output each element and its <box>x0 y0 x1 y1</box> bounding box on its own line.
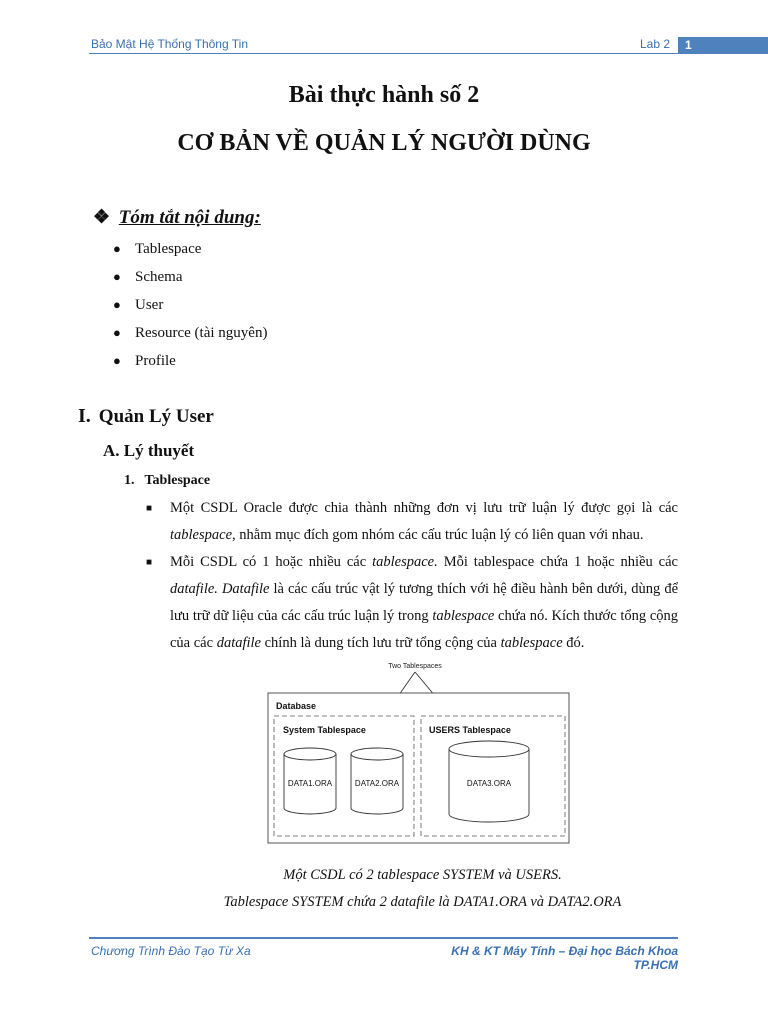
text-run: chính là dung tích lưu trữ tổng cộng của <box>261 635 501 651</box>
summary-heading-text: Tóm tắt nội dung: <box>118 207 261 228</box>
text-run: là các cấu trúc vật lý tương thích với hệ điều hành bên dưới, dùng để lưu trữ dữ liệu của các cấu trúc luận lý trong <box>170 581 679 624</box>
paragraph-2 <box>146 549 678 657</box>
bullet-icon: ● <box>113 325 121 340</box>
header-document-title: Bảo Mật Hệ Thống Thông Tin <box>91 37 248 51</box>
datafile-label: DATA2.ORA <box>354 779 400 788</box>
footer-divider <box>89 937 678 939</box>
item-number: 1. <box>124 473 135 488</box>
summary-heading <box>93 206 261 229</box>
paragraph-body <box>170 495 678 549</box>
emphasis-run: tablespace <box>170 527 233 543</box>
page-subtitle: CƠ BẢN VỀ QUẢN LÝ NGƯỜI DÙNG <box>177 130 591 156</box>
paragraph-1 <box>146 495 678 549</box>
paragraph-body <box>170 549 678 657</box>
section-number: I. <box>78 405 91 427</box>
emphasis-run: tablespace <box>432 608 495 624</box>
datafile-label: DATA1.ORA <box>287 779 333 788</box>
footer-program: Chương Trình Đào Tạo Từ Xa <box>91 944 251 958</box>
page-number-badge: 1 <box>678 37 768 54</box>
diamond-bullet-icon: ❖ <box>93 207 111 228</box>
header-lab-label: Lab 2 <box>640 37 671 51</box>
datafile-cylinder <box>449 741 529 822</box>
database-label: Database <box>276 701 317 711</box>
text-run: chứa nó. Kích thước tổng cộng của các <box>170 608 678 651</box>
datafile-cylinder <box>351 748 403 814</box>
list-item <box>113 322 267 350</box>
text-run: đó. <box>562 635 585 651</box>
figure-caption-line1: Một CSDL có 2 tablespace SYSTEM và USERS. <box>283 867 562 883</box>
emphasis-run: tablespace <box>500 635 563 651</box>
section-heading <box>78 405 214 428</box>
list-item-label: Schema <box>135 269 183 285</box>
list-item-label: Profile <box>135 353 176 369</box>
datafile-cylinder <box>284 748 336 814</box>
emphasis-run: tablespace. <box>372 554 438 570</box>
tablespace-diagram <box>266 660 571 850</box>
square-bullet-icon: ■ <box>146 557 153 568</box>
subsection-heading: A. Lý thuyết <box>103 441 195 460</box>
bullet-icon: ● <box>113 353 121 368</box>
item-title: Tablespace <box>144 473 211 488</box>
page-title: Bài thực hành số 2 <box>288 82 480 108</box>
summary-list <box>113 238 267 378</box>
footer-institution: KH & KT Máy Tính – Đại học Bách Khoa TP.HCM <box>451 944 678 972</box>
section-title: Quản Lý User <box>98 406 214 427</box>
bullet-icon: ● <box>113 269 121 284</box>
callout-label: Two Tablespaces <box>388 663 442 670</box>
list-item <box>113 238 267 266</box>
list-item-label: Resource (tài nguyên) <box>135 325 268 341</box>
item-heading <box>124 473 210 489</box>
header-divider <box>89 53 678 54</box>
emphasis-run: datafile. Datafile <box>170 581 270 597</box>
text-run: Một CSDL Oracle được chia thành những đơn vị lưu trữ luận lý được gọi là các <box>170 500 678 516</box>
text-run: , nhằm mục đích gom nhóm các cấu trúc luận lý có liên quan với nhau. <box>232 527 644 543</box>
bullet-icon: ● <box>113 241 121 256</box>
users-tablespace-label: USERS Tablespace <box>429 725 511 735</box>
list-item-label: Tablespace <box>135 241 202 257</box>
list-item-label: User <box>135 297 164 313</box>
list-item <box>113 294 267 322</box>
datafile-label: DATA3.ORA <box>466 779 512 788</box>
list-item <box>113 266 267 294</box>
bullet-icon: ● <box>113 297 121 312</box>
square-bullet-icon: ■ <box>146 503 153 514</box>
text-run: Mỗi tablespace chứa 1 hoặc nhiều các <box>437 554 678 570</box>
emphasis-run: datafile <box>216 635 261 651</box>
system-tablespace-label: System Tablespace <box>283 725 366 735</box>
text-run: Mỗi CSDL có 1 hoặc nhiều các <box>170 554 373 570</box>
figure-caption-line2: Tablespace SYSTEM chứa 2 datafile là DATA1.ORA và DATA2.ORA <box>223 894 622 910</box>
list-item <box>113 350 267 378</box>
